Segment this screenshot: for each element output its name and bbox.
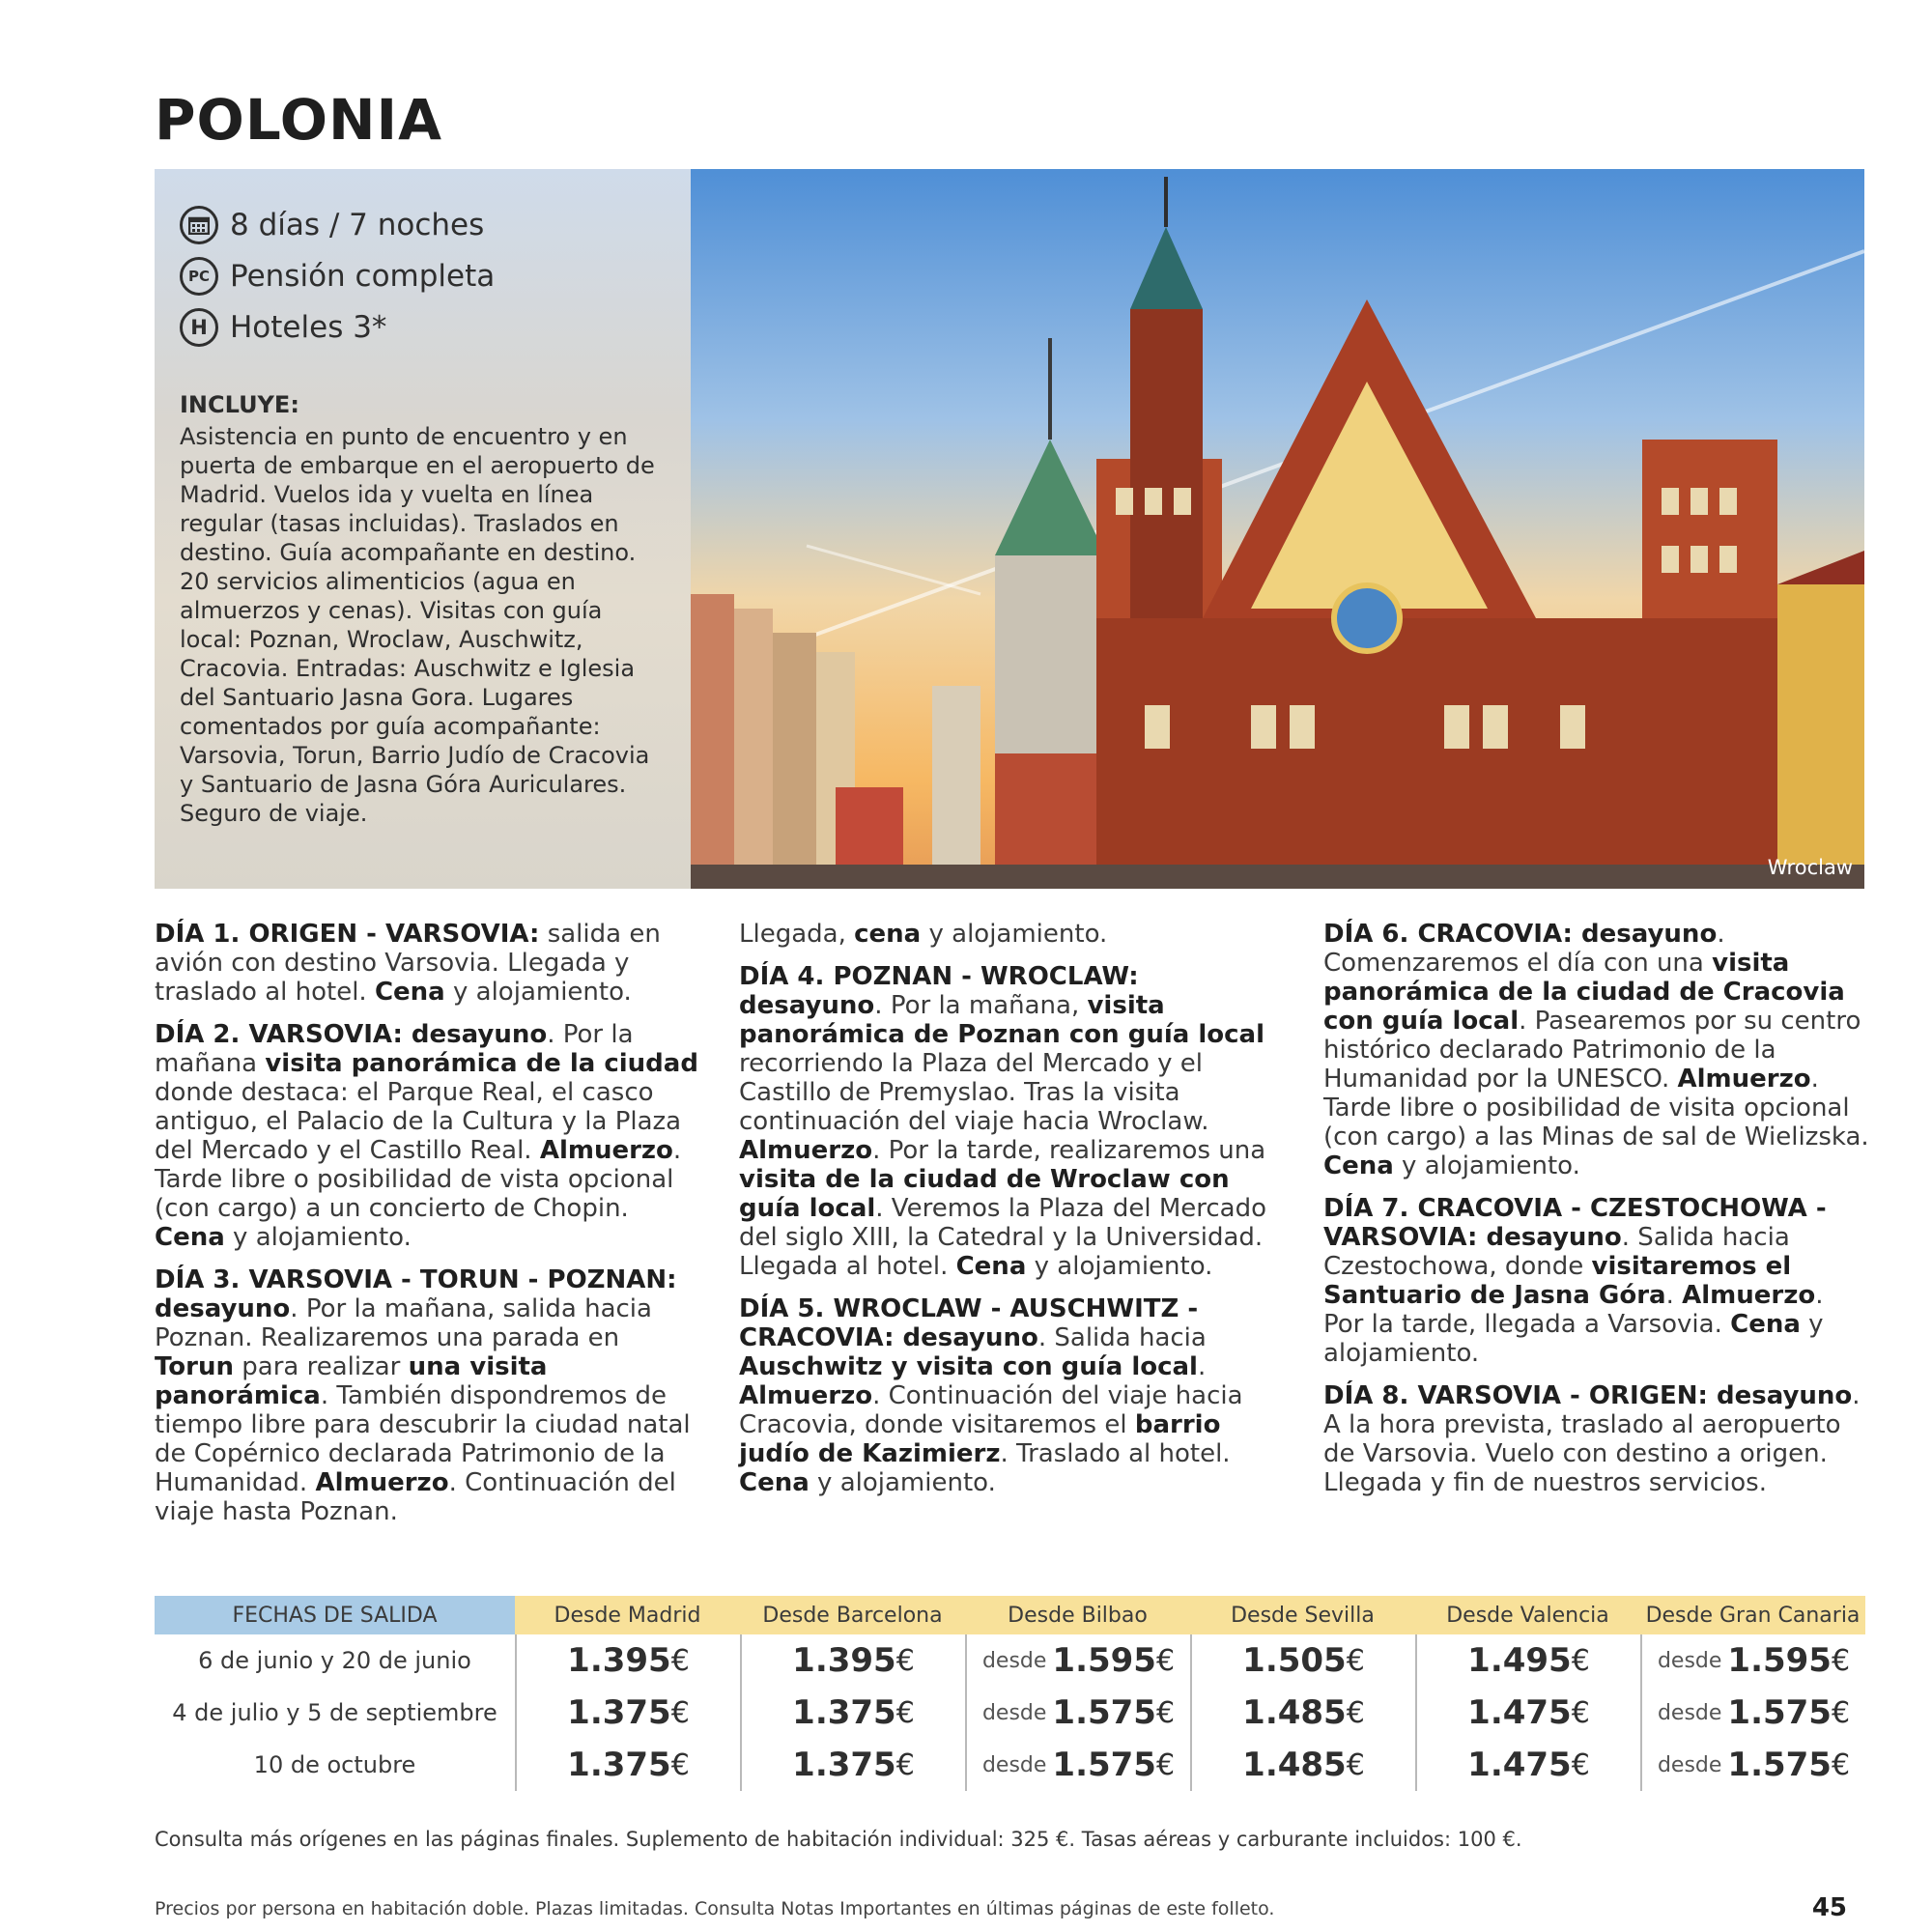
feature-board xyxy=(180,257,495,296)
header-origin: Desde Valencia xyxy=(1415,1596,1640,1634)
price-cell xyxy=(965,1634,1190,1687)
feature-duration xyxy=(180,206,484,244)
itinerary-text: salida en avión con destino Varsovia. Llegada y traslado al hotel. xyxy=(155,920,661,1007)
itinerary-text: . Por la mañana, xyxy=(874,991,1088,1020)
itinerary-bold-text: DÍA 3. VARSOVIA - TORUN - POZNAN: desayuno xyxy=(155,1265,677,1323)
price-cell xyxy=(1190,1634,1415,1687)
info-panel xyxy=(155,169,691,889)
itinerary-text: . Tarde libre o posibilidad de vista opcional (con cargo) a un concierto de Chopin. xyxy=(155,1136,682,1223)
itinerary-bold-text: DÍA 7. CRACOVIA - CZESTOCHOWA - VARSOVIA: desayuno xyxy=(1323,1194,1827,1252)
price-cell xyxy=(1415,1739,1640,1791)
price-value: 1.375 xyxy=(792,1693,896,1732)
price-cell xyxy=(515,1634,740,1687)
itinerary-bold-text: Cena xyxy=(739,1468,810,1497)
price-prefix: desde xyxy=(981,1700,1047,1725)
itinerary-text: . Salida hacia Czestochowa, donde xyxy=(1323,1223,1790,1281)
currency-symbol: € xyxy=(1346,1747,1365,1782)
header-origin: Desde Bilbao xyxy=(965,1596,1190,1634)
currency-symbol: € xyxy=(1571,1643,1590,1678)
price-cell xyxy=(1190,1687,1415,1739)
itinerary-text: . Por la mañana, salida hacia Poznan. Realizaremos una parada en xyxy=(155,1294,652,1352)
itinerary-bold-text: DÍA 6. CRACOVIA: desayuno xyxy=(1323,920,1718,949)
price-prefix: desde xyxy=(1657,1700,1722,1725)
price-table xyxy=(155,1596,1869,1791)
wroclaw-photo xyxy=(691,169,1864,889)
itinerary-bold-text: Cena xyxy=(1730,1310,1801,1339)
price-value: 1.395 xyxy=(792,1641,896,1680)
itinerary-text: . Continuación del viaje hacia Cracovia, donde visitaremos el xyxy=(739,1381,1243,1439)
price-cell xyxy=(965,1739,1190,1791)
feature-duration-label: 8 días / 7 noches xyxy=(230,208,485,242)
itinerary-day xyxy=(1323,920,1869,1180)
price-cell xyxy=(740,1634,965,1687)
itinerary-bold-text: visita panorámica de Poznan con guía local xyxy=(739,991,1264,1049)
itinerary-text: . A la hora prevista, traslado al aeropuerto de Varsovia. Vuelo con destino a origen. Llegada y fin de nuestros servicios. xyxy=(1323,1381,1861,1497)
currency-symbol: € xyxy=(895,1747,915,1782)
itinerary-bold-text: Almuerzo xyxy=(539,1136,673,1165)
itinerary-column-2 xyxy=(739,920,1290,1511)
itinerary-day xyxy=(739,1294,1290,1497)
itinerary-bold-text: Almuerzo xyxy=(739,1136,873,1165)
price-value: 1.475 xyxy=(1467,1693,1572,1732)
price-prefix: desde xyxy=(1657,1648,1722,1673)
header-origin: Desde Madrid xyxy=(515,1596,740,1634)
price-value: 1.375 xyxy=(567,1693,671,1732)
price-table-body xyxy=(155,1634,1869,1791)
itinerary-bold-text: visita de la ciudad de Wroclaw con guía local xyxy=(739,1165,1230,1223)
includes-heading: INCLUYE: xyxy=(180,391,299,418)
departure-date: 6 de junio y 20 de junio xyxy=(198,1647,471,1674)
itinerary-bold-text: Cena xyxy=(955,1252,1027,1281)
price-cell xyxy=(1640,1634,1865,1687)
currency-symbol: € xyxy=(1831,1695,1851,1730)
currency-symbol: € xyxy=(1155,1695,1176,1730)
itinerary-bold-text: Almuerzo xyxy=(1682,1281,1816,1310)
itinerary-text: y alojamiento. xyxy=(1323,1310,1824,1368)
itinerary-text: . Comenzaremos el día con una xyxy=(1323,920,1725,978)
currency-symbol: € xyxy=(670,1643,690,1678)
itinerary-bold-text: Almuerzo xyxy=(315,1468,449,1497)
itinerary-text: . Por la tarde, llegada a Varsovia. xyxy=(1323,1281,1824,1339)
itinerary-bold-text: Almuerzo xyxy=(1677,1065,1811,1094)
itinerary-text: . Continuación del viaje hasta Poznan. xyxy=(155,1468,676,1526)
itinerary-text: donde destaca: el Parque Real, el casco antiguo, el Palacio de la Cultura y la Plaza del Mercado y el Castillo Real. xyxy=(155,1078,682,1165)
itinerary-day xyxy=(1323,1381,1869,1497)
price-prefix: desde xyxy=(981,1648,1047,1673)
itinerary-day xyxy=(155,920,705,1007)
itinerary-column-3 xyxy=(1323,920,1869,1511)
itinerary-text: para realizar xyxy=(234,1352,409,1381)
consulta-note: Consulta más orígenes en las páginas finales. Suplemento de habitación individual: 325 €. Tasas aéreas y carburante incluidos: 100 €. xyxy=(155,1828,1522,1851)
includes-text: Asistencia en punto de encuentro y en puerta de embarque en el aeropuerto de Madrid. Vuelos ida y vuelta en línea regular (tasas incluidas). Traslados en destino. Guía acompañante en destino. 20 servicios alimenticios (agua en almuerzos y cenas). Visitas con guía local: Poznan, Wroclaw, Auschwitz, Cracovia. Entradas: Auschwitz e Iglesia del Santuario Jasna Gora. Lugares comentados por guía acompañante: Varsovia, Torun, Barrio Judío de Cracovia y Santuario de Jasna Góra Auriculares. Seguro de viaje. xyxy=(180,423,655,827)
price-prefix: desde xyxy=(1657,1752,1722,1777)
departure-date: 10 de octubre xyxy=(253,1751,416,1778)
currency-symbol: € xyxy=(1831,1747,1851,1782)
header-origin: Desde Sevilla xyxy=(1190,1596,1415,1634)
price-value: 1.395 xyxy=(567,1641,671,1680)
itinerary-bold-text: visita panorámica de la ciudad xyxy=(265,1049,698,1078)
price-value: 1.595 xyxy=(1052,1641,1156,1680)
itinerary-text: . xyxy=(1197,1352,1207,1381)
page-title: POLONIA xyxy=(155,87,443,153)
price-value: 1.495 xyxy=(1467,1641,1572,1680)
itinerary-text: . Salida hacia xyxy=(1037,1323,1207,1352)
itinerary-bold-text: Auschwitz y visita con guía local xyxy=(739,1352,1198,1381)
itinerary-bold-text: Cena xyxy=(155,1223,225,1252)
itinerary-text: . Por la tarde, realizaremos una xyxy=(872,1136,1266,1165)
price-cell xyxy=(1640,1687,1865,1739)
itinerary-text: recorriendo la Plaza del Mercado y el Castillo de Premyslao. Tras la visita continuación del viaje hacia Wroclaw. xyxy=(739,1049,1209,1136)
price-cell xyxy=(740,1739,965,1791)
currency-symbol: € xyxy=(670,1747,690,1782)
itinerary-day xyxy=(739,920,1290,949)
footer-note: Precios por persona en habitación doble. Plazas limitadas. Consulta Notas Importantes en últimas páginas de este folleto. xyxy=(155,1898,1275,1919)
price-value: 1.475 xyxy=(1467,1746,1572,1784)
itinerary-text: y alojamiento. xyxy=(1393,1151,1580,1180)
itinerary-day xyxy=(739,962,1290,1281)
itinerary-text: y alojamiento. xyxy=(224,1223,412,1252)
price-value: 1.575 xyxy=(1052,1746,1156,1784)
price-value: 1.505 xyxy=(1242,1641,1347,1680)
price-cell xyxy=(1190,1739,1415,1791)
price-row xyxy=(155,1687,1869,1739)
currency-symbol: € xyxy=(895,1643,915,1678)
hotel-icon: H xyxy=(180,308,218,347)
pc-icon: PC xyxy=(180,257,218,296)
itinerary-bold-text: barrio judío de Kazimierz xyxy=(739,1410,1221,1468)
price-prefix: desde xyxy=(981,1752,1047,1777)
photo-caption: Wroclaw xyxy=(1767,856,1853,879)
price-value: 1.375 xyxy=(792,1746,896,1784)
currency-symbol: € xyxy=(1571,1695,1590,1730)
price-row xyxy=(155,1634,1869,1687)
itinerary-text: y alojamiento. xyxy=(444,978,632,1007)
header-departure-dates: FECHAS DE SALIDA xyxy=(155,1596,515,1634)
price-value: 1.575 xyxy=(1727,1746,1832,1784)
price-value: 1.485 xyxy=(1242,1693,1347,1732)
price-value: 1.375 xyxy=(567,1746,671,1784)
price-cell xyxy=(1640,1739,1865,1791)
price-cell xyxy=(515,1739,740,1791)
itinerary-bold-text: DÍA 5. WROCLAW - AUSCHWITZ - CRACOVIA: desayuno xyxy=(739,1294,1199,1352)
itinerary-text: . xyxy=(1665,1281,1683,1310)
price-cell xyxy=(965,1687,1190,1739)
currency-symbol: € xyxy=(1831,1643,1851,1678)
price-value: 1.575 xyxy=(1052,1693,1156,1732)
calendar-icon xyxy=(180,206,218,244)
hero xyxy=(155,169,1864,889)
itinerary-text: y alojamiento. xyxy=(921,920,1108,949)
price-row xyxy=(155,1739,1869,1791)
itinerary-bold-text: DÍA 4. POZNAN - WROCLAW: desayuno xyxy=(739,962,1139,1020)
header-origin: Desde Gran Canaria xyxy=(1640,1596,1865,1634)
itinerary-day xyxy=(155,1265,705,1526)
itinerary-text: . Veremos la Plaza del Mercado del siglo XIII, la Catedral y la Universidad. Llegada al hotel. xyxy=(739,1194,1267,1281)
departure-date: 4 de julio y 5 de septiembre xyxy=(172,1699,497,1726)
itinerary-bold-text: DÍA 2. VARSOVIA: desayuno xyxy=(155,1020,548,1049)
itinerary-text: y alojamiento. xyxy=(809,1468,996,1497)
price-value: 1.485 xyxy=(1242,1746,1347,1784)
itinerary-bold-text: visitaremos el Santuario de Jasna Góra xyxy=(1323,1252,1792,1310)
itinerary-text: . Por la mañana xyxy=(155,1020,634,1078)
itinerary-text: . Traslado al hotel. xyxy=(1000,1439,1231,1468)
itinerary-text: y alojamiento. xyxy=(1026,1252,1213,1281)
price-value: 1.575 xyxy=(1727,1693,1832,1732)
price-cell xyxy=(1415,1687,1640,1739)
itinerary-bold-text: DÍA 1. ORIGEN - VARSOVIA: xyxy=(155,920,540,949)
price-cell xyxy=(1415,1634,1640,1687)
currency-symbol: € xyxy=(1346,1695,1365,1730)
itinerary-text: . Tarde libre o posibilidad de visita opcional (con cargo) a las Minas de sal de Wielizska. xyxy=(1323,1065,1869,1151)
currency-symbol: € xyxy=(895,1695,915,1730)
itinerary-text: Llegada, xyxy=(739,920,855,949)
currency-symbol: € xyxy=(1155,1643,1176,1678)
itinerary-day xyxy=(1323,1194,1869,1368)
itinerary-column-1 xyxy=(155,920,705,1540)
currency-symbol: € xyxy=(1571,1747,1590,1782)
itinerary-bold-text: Cena xyxy=(374,978,445,1007)
price-value: 1.595 xyxy=(1727,1641,1832,1680)
currency-symbol: € xyxy=(1346,1643,1365,1678)
feature-board-label: Pensión completa xyxy=(230,259,496,294)
price-table-header xyxy=(155,1596,1869,1634)
header-origin: Desde Barcelona xyxy=(740,1596,965,1634)
feature-hotel-label: Hoteles 3* xyxy=(230,310,387,345)
page-number: 45 xyxy=(1811,1893,1847,1922)
itinerary-bold-text: Almuerzo xyxy=(739,1381,873,1410)
itinerary-bold-text: visita panorámica de la ciudad de Cracovia con guía local xyxy=(1323,949,1845,1036)
itinerary-bold-text: DÍA 8. VARSOVIA - ORIGEN: desayuno xyxy=(1323,1381,1853,1410)
itinerary-text: . Pasearemos por su centro histórico declarado Patrimonio de la Humanidad por la UNESCO. xyxy=(1323,1007,1861,1094)
itinerary-bold-text: cena xyxy=(854,920,922,949)
itinerary-bold-text: una visita panorámica xyxy=(155,1352,548,1410)
currency-symbol: € xyxy=(1155,1747,1176,1782)
currency-symbol: € xyxy=(670,1695,690,1730)
price-cell xyxy=(740,1687,965,1739)
itinerary-day xyxy=(155,1020,705,1252)
itinerary-bold-text: Cena xyxy=(1323,1151,1394,1180)
feature-hotel xyxy=(180,308,386,347)
price-cell xyxy=(515,1687,740,1739)
itinerary-bold-text: Torun xyxy=(155,1352,234,1381)
itinerary-text: . También dispondremos de tiempo libre para descubrir la ciudad natal de Copérnico declarada Patrimonio de la Humanidad. xyxy=(155,1381,691,1497)
